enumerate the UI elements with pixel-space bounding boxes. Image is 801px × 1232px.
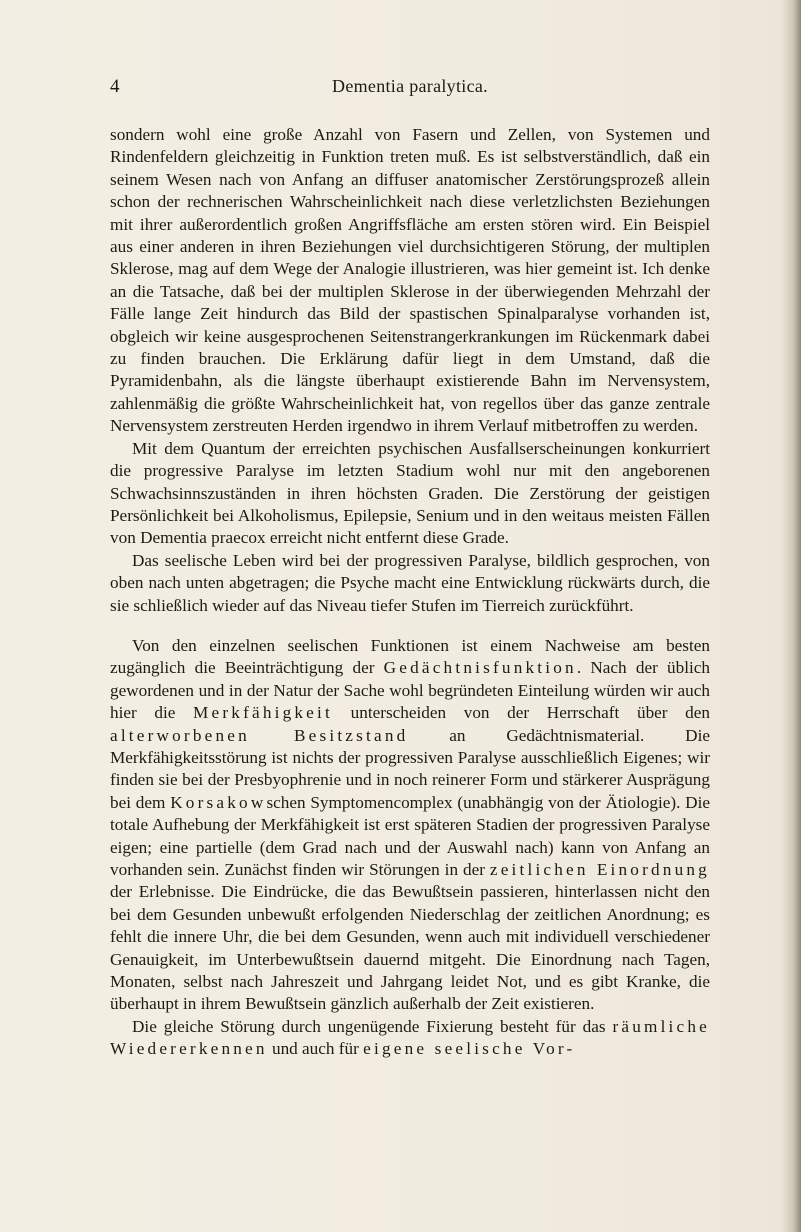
emphasis-zeitliche-einordnung: zeitlichen Einordnung [489,860,710,879]
emphasis-raeumliches-wiedererkennen: räumliche Wiedererkennen [110,1016,710,1059]
emphasis-gedaechtnisfunktion: Gedächtnisfunktion [383,658,577,678]
page-edge-shadow [781,0,801,1232]
body-text [110,124,710,1061]
page-number: 4 [110,76,120,97]
emphasis-korsakow: Korsakow [170,792,267,812]
text-segment: Von den einzelnen seelischen Funktionen ist einem Nachweise am besten zugänglich die Beeinträchtigung der [110,635,710,678]
text-segment: an Gedächtnismaterial. Die Merkfähigkeitsstörung ist nichts der progressiven Paralyse ausschließlich Eigenes; wir finden sie bei der Presbyophrenie und in noch reinerer Form und stärkerer Ausprägung bei dem [110,725,710,812]
text-segment: unterscheiden von der Herrschaft über den [332,703,710,723]
paragraph-continued: sondern wohl eine große Anzahl von Fasern und Zellen, von Systemen und Rindenfeldern gleichzeitig in Funktion treten muß. Es ist selbstverständlich, daß ein seinem Wesen nach von Anfang an diffuser anatomischer Zerstörungsprozeß allein schon der rechnerischen Wahrscheinlichkeit nach diese verletzlichsten Beziehungen mit ihrer außerordentlich großen Angriffsfläche am ersten stören wird. Ein Beispiel aus einer anderen in ihren Beziehungen viel durchsichtigeren Störung, der multiplen Sklerose, mag auf dem Wege der Analogie illustrieren, was hier gemeint ist. Ich denke an die Tatsache, daß bei der multiplen Sklerose in der überwiegenden Mehrzahl der Fälle lange Zeit hindurch das Bild der spastischen Spinalparalyse vorhanden ist, obgleich wir keine ausgesprochenen Seitenstrangerkrankungen im Rückenmark dabei zu finden brauchen. Die Erklärung dafür liegt in dem Umstand, daß die Pyramidenbahn, als die längste überhaupt existierende Bahn im Nervensystem, zahlenmäßig die größte Wahrscheinlichkeit hat, von regellos über das ganze zentrale Nervensystem zerstreuten Herden irgendwo in ihrem Verlauf mitbetroffen zu werden. [110,125,710,436]
running-title: Dementia paralytica. [332,76,488,96]
emphasis-eigene-seelische: eigene seelische Vor- [363,1039,576,1059]
text-segment: schen Symptomencomplex (unabhängig von der Ätiologie). Die totale Aufhebung der Merkfähigkeit ist erst späteren Stadien der progressiven Paralyse eigen; eine partielle (dem Grad nach und der Auswahl nach) kann von Anfang an vorhanden sein. Zunächst finden wir Störungen in der [110,792,710,879]
text-segment: und auch für [267,1039,364,1059]
paragraph-raeumlich [110,1016,710,1061]
emphasis-merkfaehigkeit: Merkfähigkeit [193,703,333,723]
text-segment: . Nach der üblich gewordenen und in der Natur der Sache wohl begründeten Einteilung würden wir auch hier die [110,658,710,723]
emphasis-besitzstand: alterworbenen Besitzstand [110,725,409,745]
page-header [110,76,710,100]
paragraph-gedaechtnis [110,635,710,1016]
paragraph-quantum: Mit dem Quantum der erreichten psychischen Ausfallserscheinungen konkurriert die progressive Paralyse im letzten Stadium wohl nur mit den angeborenen Schwachsinnszuständen in ihren höchsten Graden. Die Zerstörung der geistigen Persönlichkeit bei Alkoholismus, Epilepsie, Senium und in den weitaus meisten Fällen von Dementia praecox erreicht nicht entfernt diese Grade. [110,438,710,548]
text-segment: der Erlebnisse. Die Eindrücke, die das Bewußtsein passieren, hinterlassen nicht den bei dem Gesunden unbewußt erfolgenden Niederschlag der zeitlichen Anordnung; es fehlt die innere Uhr, die bei dem Gesunden, wenn auch mit individuell verschiedener Genauigkeit, im Unterbewußtsein dauernd mitgeht. Die Einordnung nach Tagen, Monaten, selbst nach Jahreszeit und Jahrgang leidet Not, und es gibt Kranke, die überhaupt in ihrem Bewußtsein gänzlich außerhalb der Zeit existieren. [110,882,710,1014]
paragraph-seelische-leben: Das seelische Leben wird bei der progressiven Paralyse, bildlich gesprochen, von oben nach unten abgetragen; die Psyche macht eine Entwicklung rückwärts durch, die sie schließlich wieder auf das Niveau tiefer Stufen im Tierreich zurückführt. [110,550,710,615]
text-segment: Die gleiche Störung durch ungenügende Fixierung besteht für das [132,1016,613,1036]
